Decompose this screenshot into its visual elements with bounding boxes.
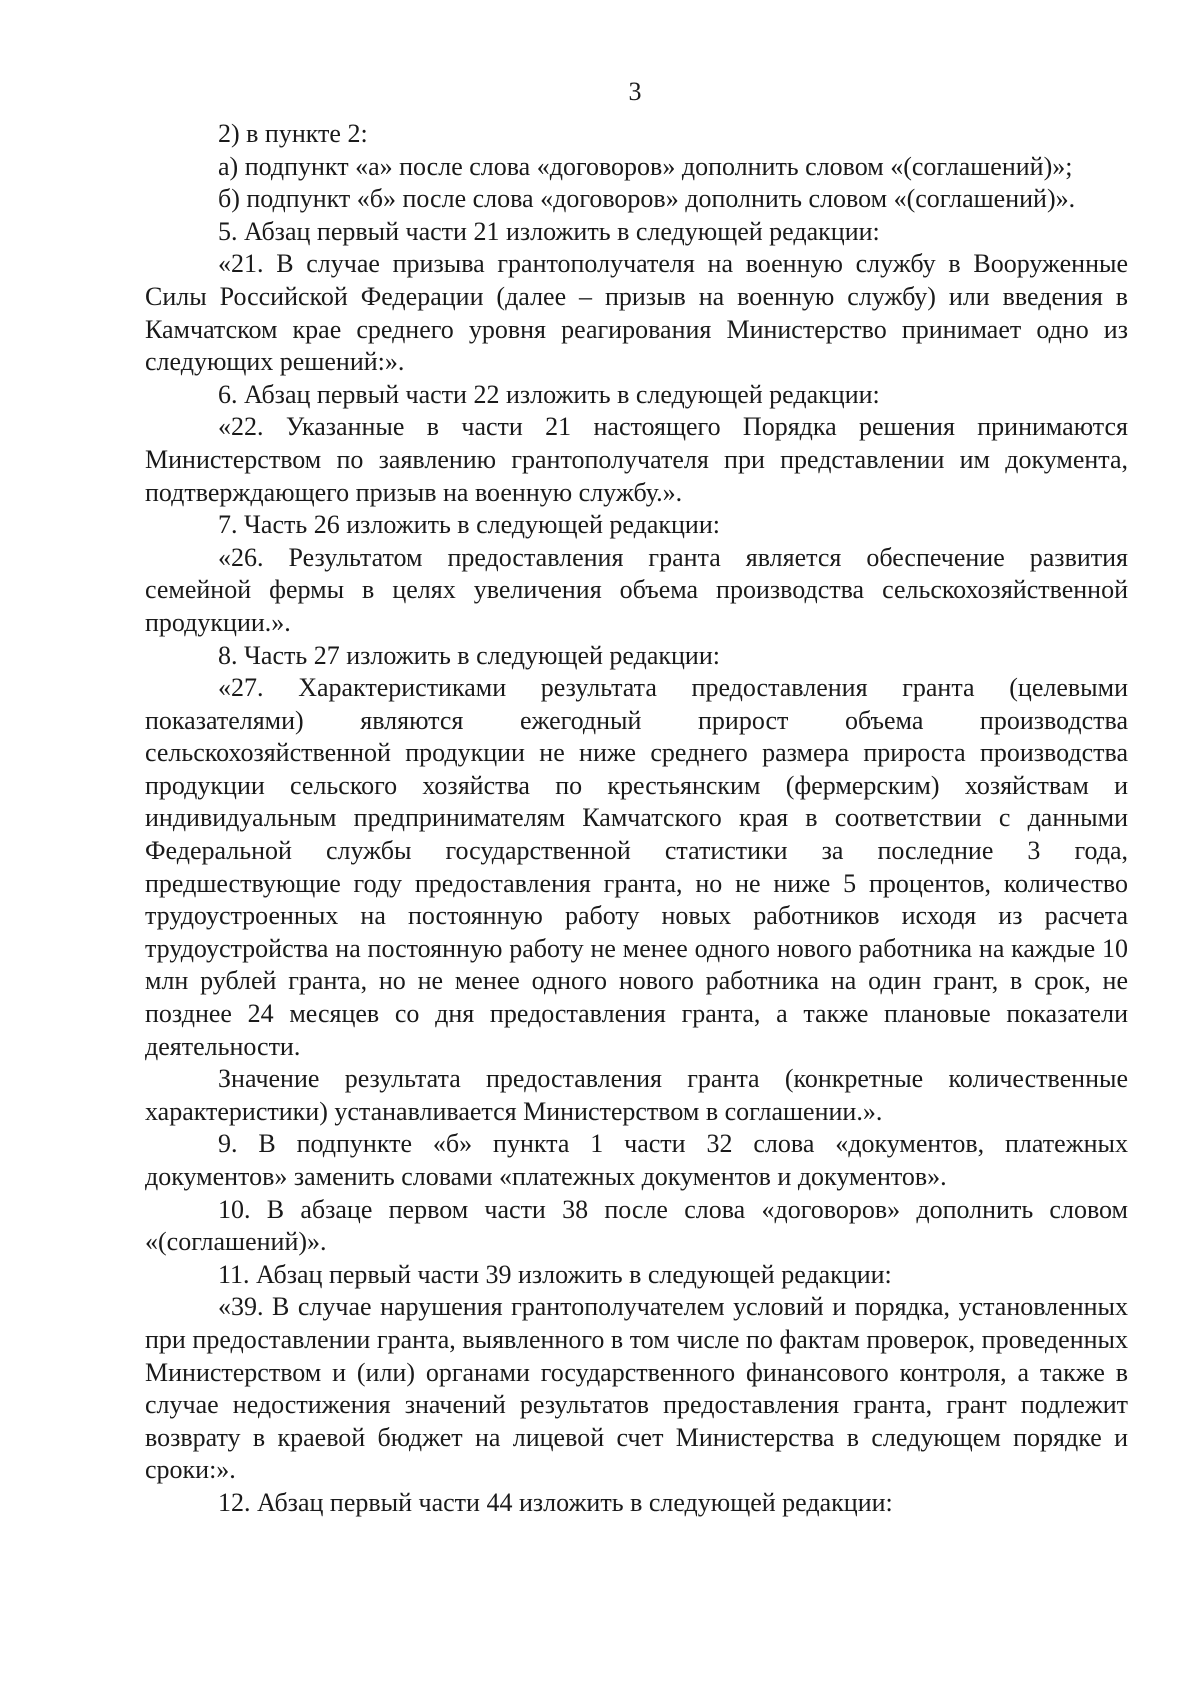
paragraph: 11. Абзац первый части 39 изложить в следующей редакции: bbox=[218, 1259, 892, 1289]
paragraph: 6. Абзац первый части 22 изложить в следующей редакции: bbox=[218, 379, 880, 409]
paragraph: Значение результата предоставления гранта (конкретные количественные характеристики) устанавливается Министерством в соглашении.». bbox=[145, 1064, 1128, 1126]
paragraph: 2) в пункте 2: bbox=[218, 119, 368, 148]
paragraph: «39. В случае нарушения грантополучателем условий и порядка, установленных при предоставлении гранта, выявленного в том числе по фактам проверок, проведенных Министерством и (или) органами государственного финансового контроля, а также в случае недостижения значений результатов предоставления гранта, грант подлежит возврату в краевой бюджет на лицевой счет Министерства в следующем порядке и сроки:». bbox=[145, 1292, 1128, 1485]
paragraph: 12. Абзац первый части 44 изложить в следующей редакции: bbox=[218, 1487, 893, 1517]
paragraph: «21. В случае призыва грантополучателя на военную службу в Вооруженные Силы Российской Федерации (далее – призыв на военную службу) или введения в Камчатском крае среднего уровня реагирования Министерство принимает одно из следующих решений:». bbox=[145, 249, 1128, 377]
paragraph: 8. Часть 27 изложить в следующей редакции: bbox=[218, 640, 720, 670]
paragraph: 5. Абзац первый части 21 изложить в следующей редакции: bbox=[218, 216, 880, 246]
paragraph: б) подпункт «б» после слова «договоров» дополнить словом «(соглашений)». bbox=[218, 184, 1076, 214]
paragraph: «22. Указанные в части 21 настоящего Порядка решения принимаются Министерством по заявлению грантополучателя при представлении им документа, подтверждающего призыв на военную службу.». bbox=[145, 412, 1128, 507]
paragraph: 9. В подпункте «б» пункта 1 части 32 слова «документов, платежных документов» заменить словами «платежных документов и документов». bbox=[145, 1129, 1128, 1191]
page-number: 3 bbox=[628, 77, 642, 106]
document-body bbox=[145, 118, 1128, 1520]
paragraph: а) подпункт «а» после слова «договоров» дополнить словом «(соглашений)»; bbox=[218, 151, 1073, 181]
paragraph: «27. Характеристиками результата предоставления гранта (целевыми показателями) являются ежегодный прирост объема производства сельскохозяйственной продукции не ниже среднего размера прироста производства продукции сельского хозяйства по крестьянским (фермерским) хозяйствам и индивидуальным предпринимателям Камчатского края в соответствии с данными Федеральной службы государственной статистики за последние 3 года, предшествующие году предоставления гранта, но не ниже 5 процентов, количество трудоустроенных на постоянную работу новых работников исходя из расчета трудоустройства на постоянную работу не менее одного нового работника на каждые 10 млн рублей гранта, но не менее одного нового работника на один грант, в срок, не позднее 24 месяцев со дня предоставления гранта, а также плановые показатели деятельности. bbox=[145, 673, 1128, 1061]
paragraph: 7. Часть 26 изложить в следующей редакции: bbox=[218, 510, 720, 540]
paragraph: 10. В абзаце первом части 38 после слова «договоров» дополнить словом «(соглашений)». bbox=[145, 1194, 1128, 1257]
paragraph: «26. Результатом предоставления гранта является обеспечение развития семейной фермы в целях увеличения объема производства сельскохозяйственной продукции.». bbox=[145, 542, 1128, 637]
